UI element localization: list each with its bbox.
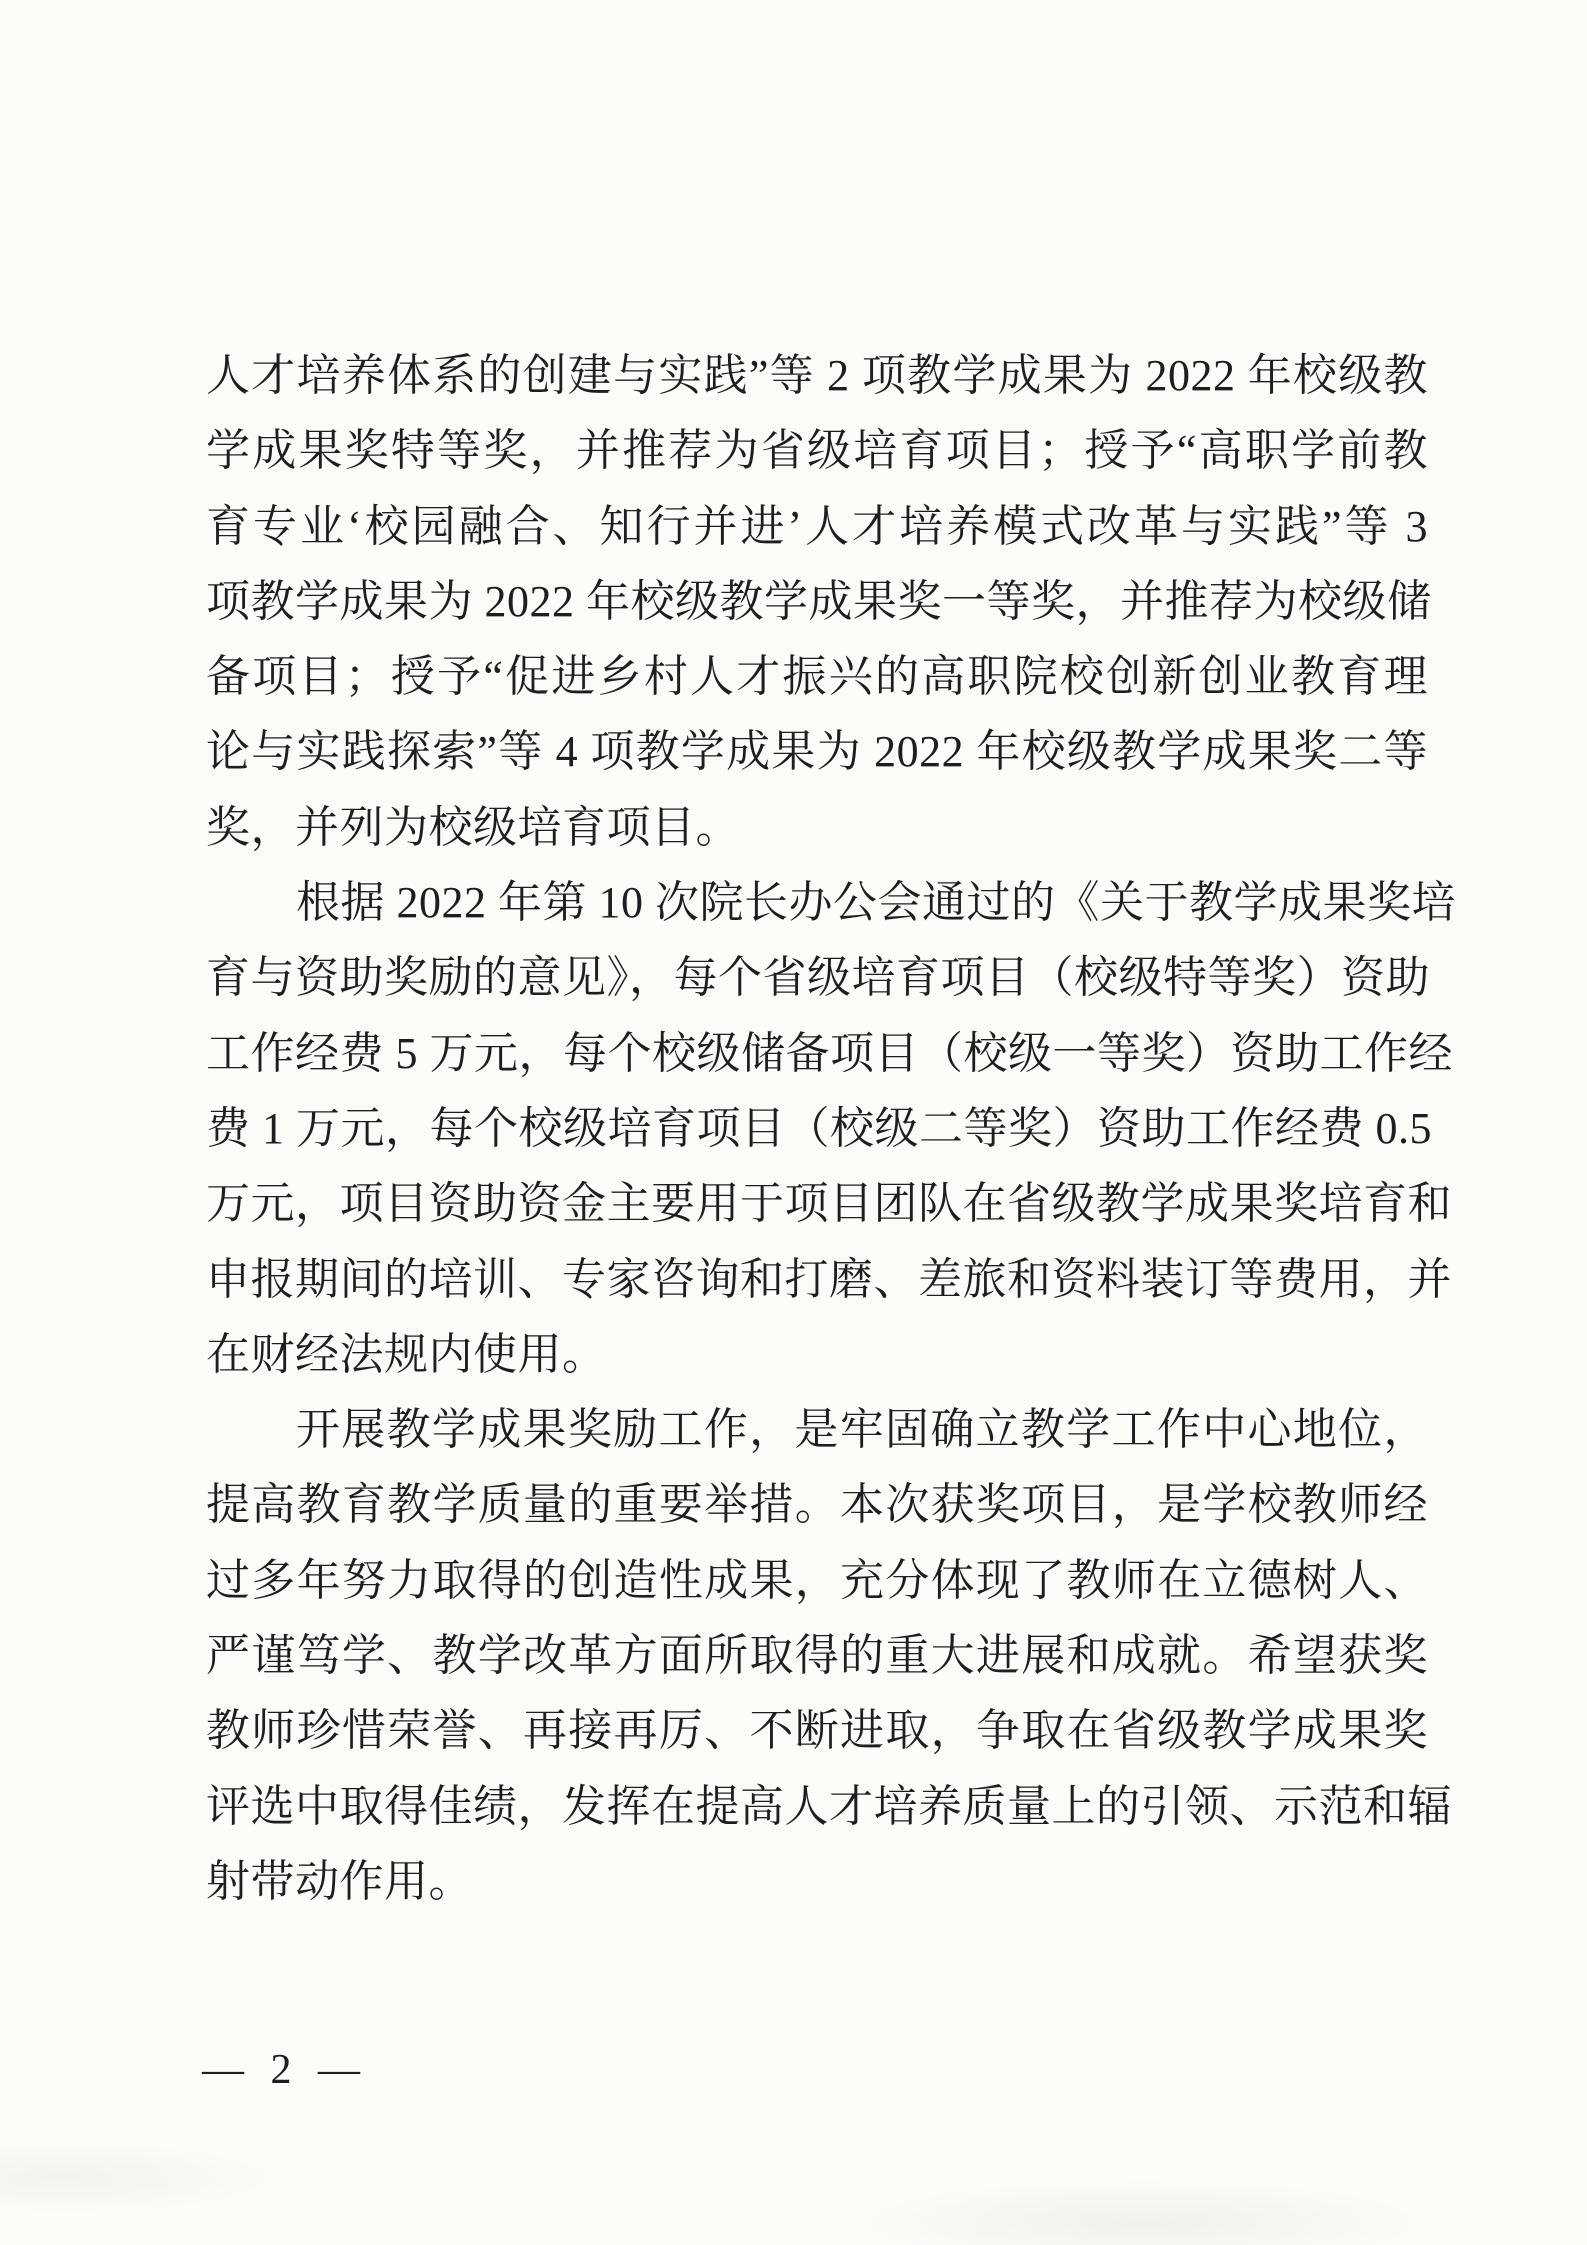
text-line: 评选中取得佳绩，发挥在提高人才培养质量上的引领、示范和辐 bbox=[206, 1781, 1452, 1831]
page-number: — 2 — bbox=[202, 2047, 368, 2093]
text-line: 工作经费 5 万元，每个校级储备项目（校级一等奖）资助工作经 bbox=[206, 1028, 1453, 1078]
text-line: 根据 2022 年第 10 次院长办公会通过的《关于教学成果奖培 bbox=[296, 878, 1456, 928]
text-line: 严谨笃学、教学改革方面所取得的重大进展和成就。希望获奖 bbox=[206, 1631, 1428, 1681]
text-line: 学成果奖特等奖，并推荐为省级培育项目；授予“高职学前教 bbox=[206, 426, 1428, 476]
text-line: 开展教学成果奖励工作，是牢固确立教学工作中心地位， bbox=[296, 1405, 1428, 1455]
text-line: 万元，项目资助资金主要用于项目团队在省级教学成果奖培育和 bbox=[206, 1179, 1452, 1229]
text-line: 项教学成果为 2022 年校级教学成果奖一等奖，并推荐为校级储 bbox=[206, 576, 1432, 626]
text-line: 提高教育教学质量的重要举措。本次获奖项目，是学校教师经 bbox=[206, 1480, 1428, 1530]
text-line: 论与实践探索”等 4 项教学成果为 2022 年校级教学成果奖二等 bbox=[206, 727, 1428, 777]
text-line: 教师珍惜荣誉、再接再厉、不断进取，争取在省级教学成果奖 bbox=[206, 1706, 1428, 1756]
text-line: 育专业‘校园融合、知行并进’人才培养模式改革与实践”等 3 bbox=[206, 501, 1428, 551]
text-line: 奖，并列为校级培育项目。 bbox=[206, 802, 740, 852]
text-line: 育与资助奖励的意见》，每个省级培育项目（校级特等奖）资助 bbox=[206, 953, 1430, 1003]
text-line: 备项目；授予“促进乡村人才振兴的高职院校创新创业教育理 bbox=[206, 652, 1428, 702]
text-line: 射带动作用。 bbox=[206, 1856, 473, 1906]
text-line: 在财经法规内使用。 bbox=[206, 1329, 607, 1379]
text-line: 申报期间的培训、专家咨询和打磨、差旅和资料装订等费用，并 bbox=[206, 1254, 1452, 1304]
document-body-text bbox=[206, 338, 1456, 1919]
text-line: 过多年努力取得的创造性成果，充分体现了教师在立德树人、 bbox=[206, 1555, 1428, 1605]
text-line: 人才培养体系的创建与实践”等 2 项教学成果为 2022 年校级教 bbox=[206, 351, 1428, 400]
text-line: 费 1 万元，每个校级培育项目（校级二等奖）资助工作经费 0.5 bbox=[206, 1103, 1432, 1153]
